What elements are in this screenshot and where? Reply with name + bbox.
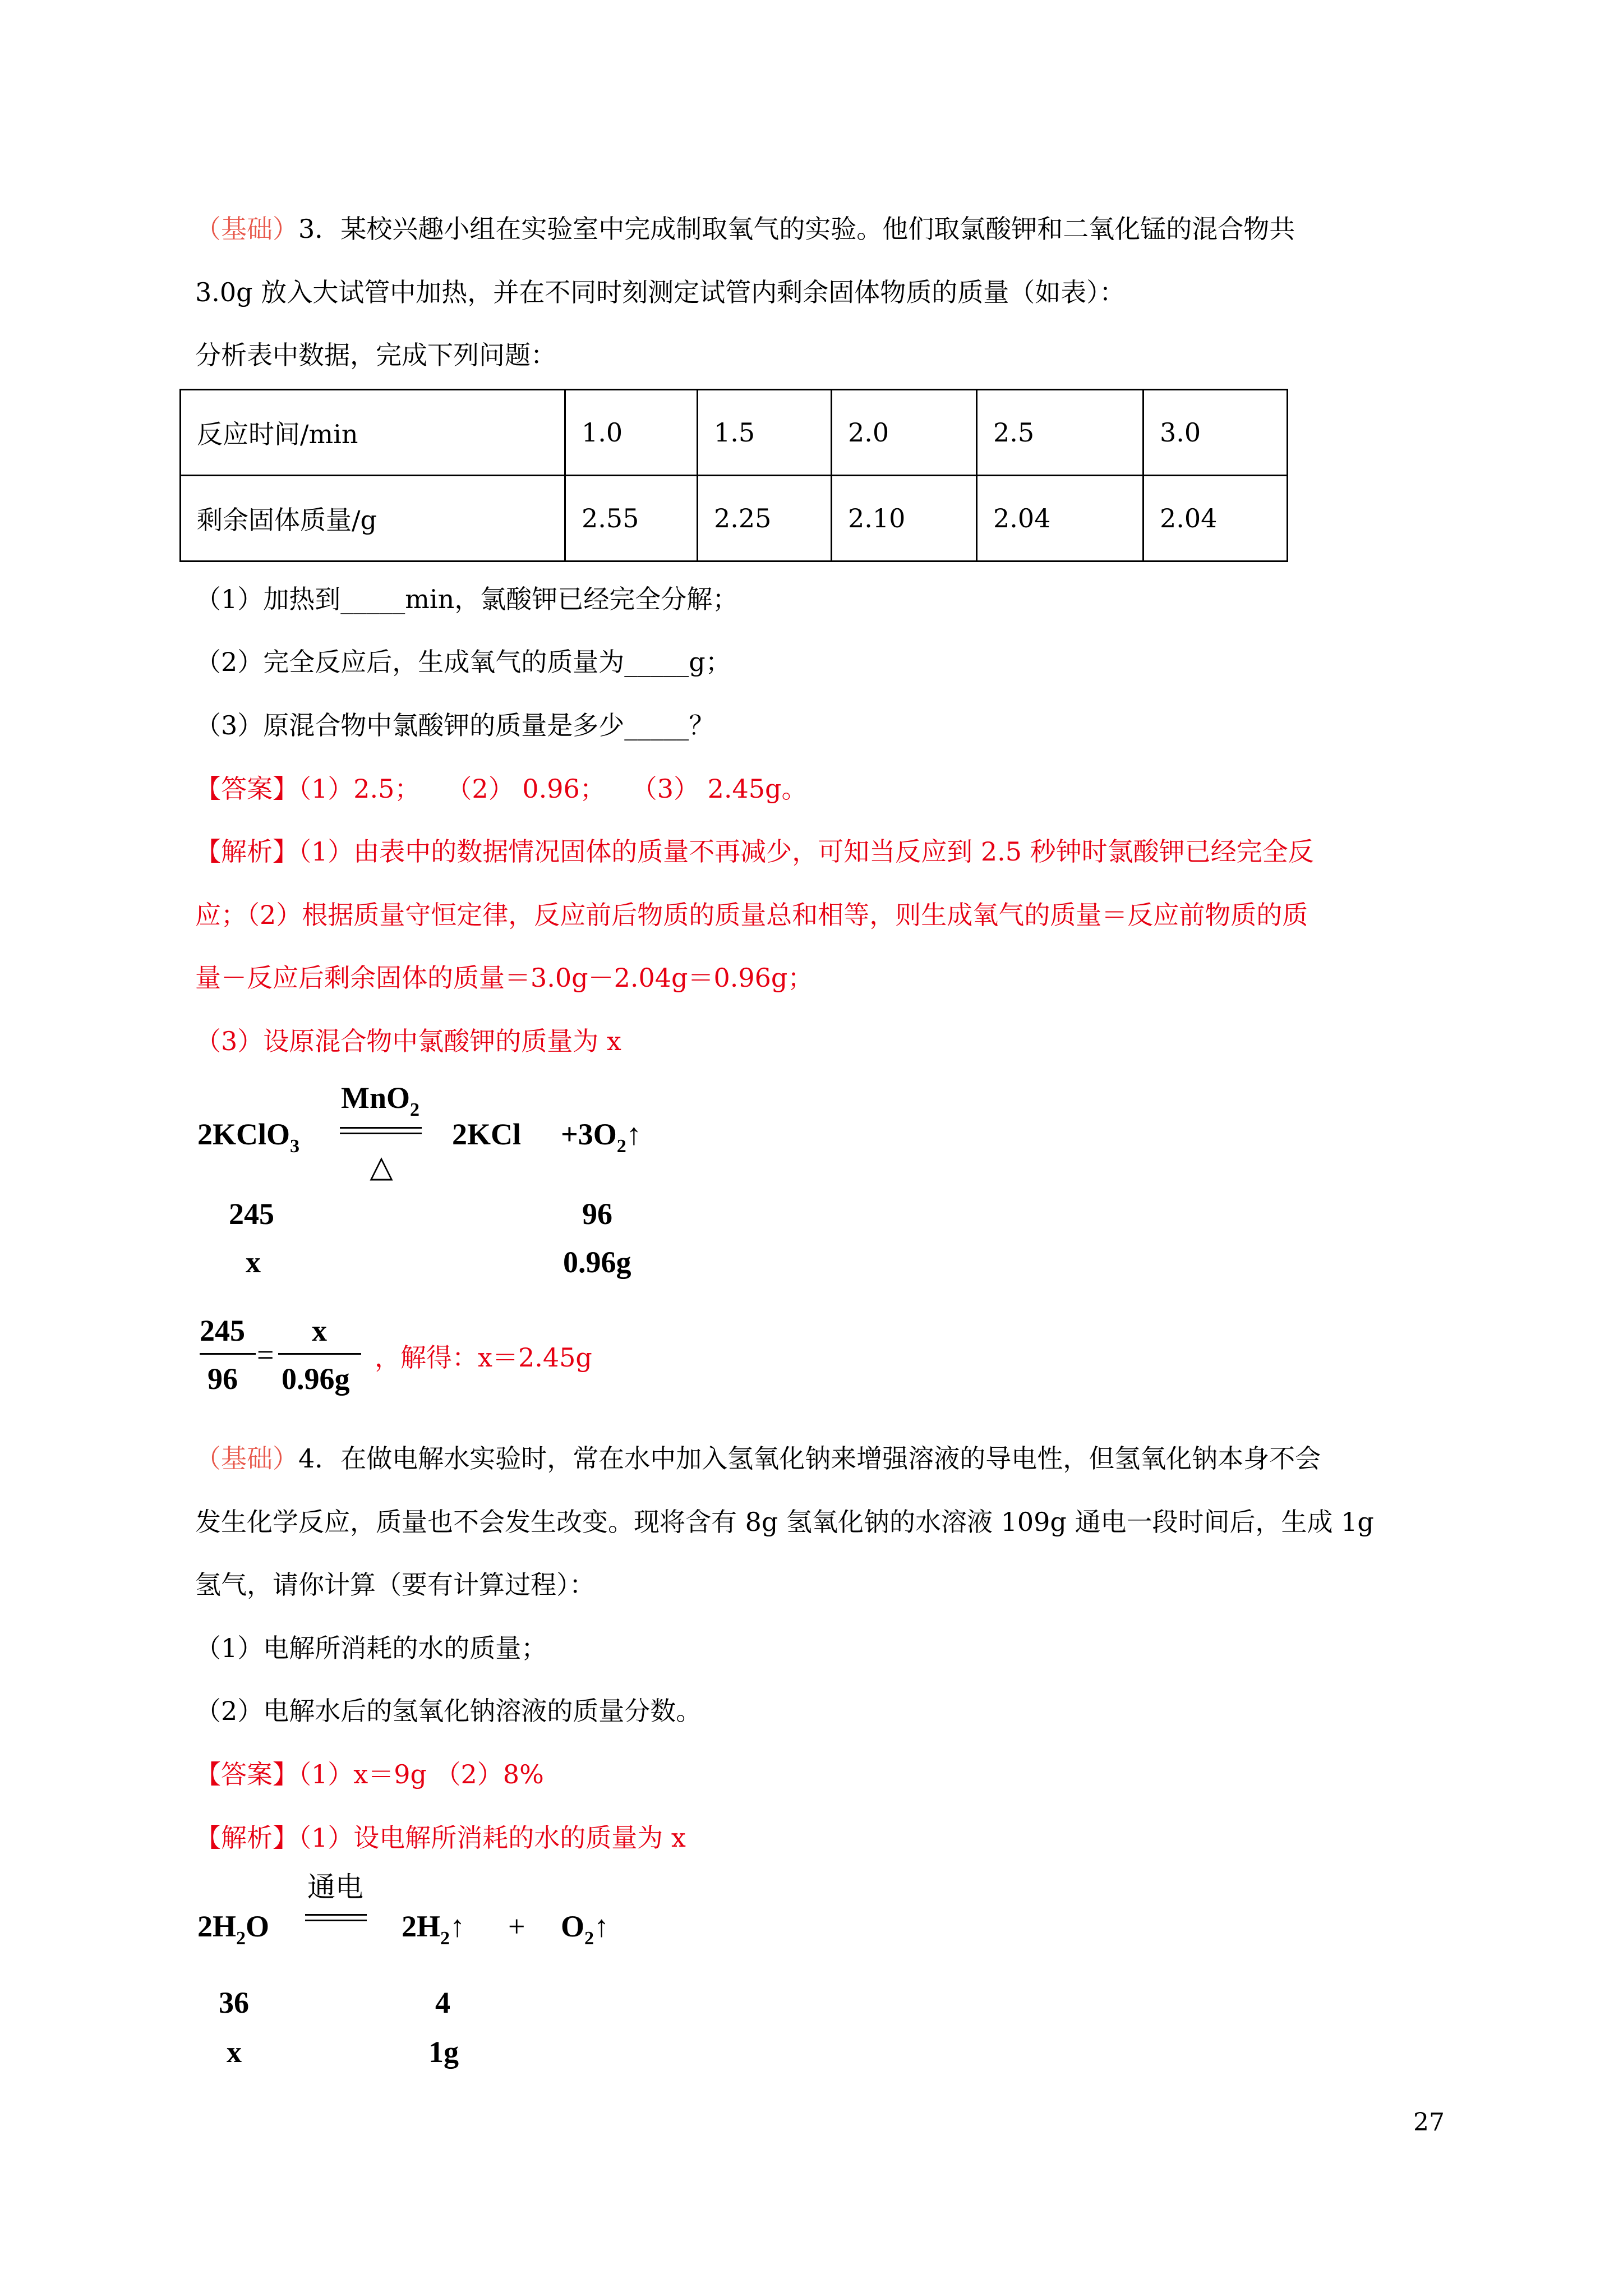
gas-arrow-icon: ↑: [450, 1910, 465, 1943]
equation-product-1: 2KCl: [452, 1117, 522, 1151]
ratio-equals: =: [257, 1338, 274, 1372]
reactant-formula-end: O: [246, 1910, 270, 1943]
q3-line-1: [195, 212, 1295, 246]
q4-analysis-1: [195, 1821, 686, 1855]
gas-arrow-icon: ↑: [626, 1117, 642, 1151]
analysis-tag: 【解析】: [195, 836, 298, 867]
table-cell: 2.04: [977, 476, 1144, 562]
catalyst-formula: MnO: [340, 1081, 410, 1115]
analysis-tag: 【解析】: [195, 1823, 298, 1853]
equation-2-product-1: [402, 1910, 465, 1948]
relative-mass-2: 4: [435, 1986, 450, 2019]
heat-symbol: △: [370, 1150, 393, 1184]
table-cell: 1.0: [565, 390, 698, 476]
equation-double-line-top: [340, 1127, 422, 1129]
table-cell: 2.25: [698, 476, 832, 562]
ratio-denominator-1: 96: [208, 1362, 238, 1396]
q4-line-2: 发生化学反应，质量也不会发生改变。现将含有 8g 氢氧化钠的水溶液 109g 通电一段时间后，生成 1g: [195, 1507, 1374, 1537]
product-formula: 2H: [402, 1910, 441, 1943]
q3-analysis-1: [195, 835, 1314, 868]
q3-analysis-2: 应；（2）根据质量守恒定律，反应前后物质的质量总和相等，则生成氧气的质量＝反应前物质的质: [195, 900, 1308, 930]
q4-tag: （基础）: [195, 1443, 298, 1474]
data-table: [179, 389, 1288, 562]
q3-subquestion-2: （2）完全反应后，生成氧气的质量为_____g；: [195, 647, 731, 677]
equation-2-product-2: [561, 1910, 609, 1948]
equation-2-reactant: [197, 1910, 269, 1948]
reactant-formula: 2KClO: [197, 1117, 291, 1151]
catalyst-subscript: 2: [410, 1099, 419, 1120]
table-header-cell: 反应时间/min: [181, 390, 565, 476]
ratio-result: ，解得：x＝2.45g: [375, 1342, 592, 1373]
reactant-formula: 2H: [197, 1910, 237, 1943]
equation-2-plus: +: [508, 1910, 525, 1943]
table-cell: 2.10: [832, 476, 977, 562]
q3-answer: [195, 772, 808, 806]
known-mass: 1g: [428, 2035, 459, 2069]
q3-text-1: 3．某校兴趣小组在实验室中完成制取氧气的实验。他们取氯酸钾和二氧化锰的混合物共: [298, 214, 1295, 244]
product-subscript: 2: [440, 1928, 450, 1949]
product-formula: O: [561, 1910, 585, 1943]
q3-subquestion-1: （1）加热到_____min，氯酸钾已经完全分解；: [195, 584, 739, 614]
known-mass: 0.96g: [563, 1245, 631, 1279]
table-cell: 2.55: [565, 476, 698, 562]
ratio-numerator-1: 245: [200, 1314, 245, 1347]
table-cell: 2.5: [977, 390, 1144, 476]
q3-tag: （基础）: [195, 214, 298, 244]
answer-tag: 【答案】: [195, 774, 298, 804]
analysis-text: （1）由表中的数据情况固体的质量不再减少，可知当反应到 2.5 秒钟时氯酸钾已经完全反: [298, 836, 1314, 867]
q3-subquestion-3: （3）原混合物中氯酸钾的质量是多少_____？: [195, 710, 715, 740]
table-row: [181, 390, 1288, 476]
answer-text: （1）2.5； （2） 0.96； （3） 2.45g。: [298, 774, 808, 804]
analysis-text: （1）设电解所消耗的水的质量为 x: [298, 1823, 686, 1853]
answer-tag: 【答案】: [195, 1759, 298, 1789]
reactant-subscript: 2: [236, 1928, 246, 1949]
fraction-bar-1: [200, 1353, 256, 1355]
product-subscript: 2: [616, 1136, 626, 1157]
equation-2-double-line-bottom: [305, 1920, 367, 1921]
q4-text-1: 4．在做电解水实验时，常在水中加入氢氧化钠来增强溶液的导电性，但氢氧化钠本身不会: [298, 1443, 1321, 1474]
ratio-numerator-2: x: [312, 1314, 327, 1347]
equation-2-condition: 通电: [307, 1871, 363, 1903]
table-cell: 3.0: [1144, 390, 1288, 476]
q4-subquestion-1: （1）电解所消耗的水的质量；: [195, 1633, 547, 1663]
table-header-cell: 剩余固体质量/g: [181, 476, 565, 562]
unknown-mass: x: [227, 2035, 242, 2069]
ratio-denominator-2: 0.96g: [282, 1362, 350, 1396]
product-formula: +3O: [561, 1117, 617, 1151]
reactant-subscript: 3: [290, 1136, 300, 1157]
relative-mass-1: 245: [229, 1197, 274, 1231]
table-row: [181, 476, 1288, 562]
equation-product-2: [561, 1117, 642, 1156]
gas-arrow-icon: ↑: [594, 1910, 610, 1943]
q3-analysis-3: 量－反应后剩余固体的质量＝3.0g－2.04g＝0.96g；: [195, 963, 814, 993]
equation-double-line-bottom: [340, 1133, 422, 1134]
fraction-bar-2: [278, 1353, 361, 1355]
q4-subquestion-2: （2）电解水后的氢氧化钠溶液的质量分数。: [195, 1696, 702, 1726]
q3-analysis-4: （3）设原混合物中氯酸钾的质量为 x: [195, 1026, 621, 1056]
relative-mass-1: 36: [219, 1986, 249, 2019]
q4-line-1: [195, 1442, 1321, 1475]
q3-line-3: 分析表中数据，完成下列问题：: [195, 340, 556, 370]
equation-catalyst: [335, 1081, 425, 1119]
equation-reactant: [197, 1117, 299, 1156]
table-cell: 2.04: [1144, 476, 1288, 562]
product-subscript: 2: [584, 1928, 594, 1949]
table-cell: 2.0: [832, 390, 977, 476]
q4-answer: [195, 1757, 544, 1791]
relative-mass-2: 96: [582, 1197, 612, 1231]
equation-2-double-line-top: [305, 1914, 367, 1916]
q3-line-2: 3.0g 放入大试管中加热，并在不同时刻测定试管内剩余固体物质的质量（如表）：: [195, 277, 1126, 307]
answer-text: （1）x＝9g （2）8%: [298, 1759, 544, 1789]
table-cell: 1.5: [698, 390, 832, 476]
page-number: 27: [1413, 2108, 1445, 2137]
q4-line-3: 氢气，请你计算（要有计算过程）：: [195, 1570, 595, 1600]
unknown-mass: x: [246, 1245, 261, 1279]
